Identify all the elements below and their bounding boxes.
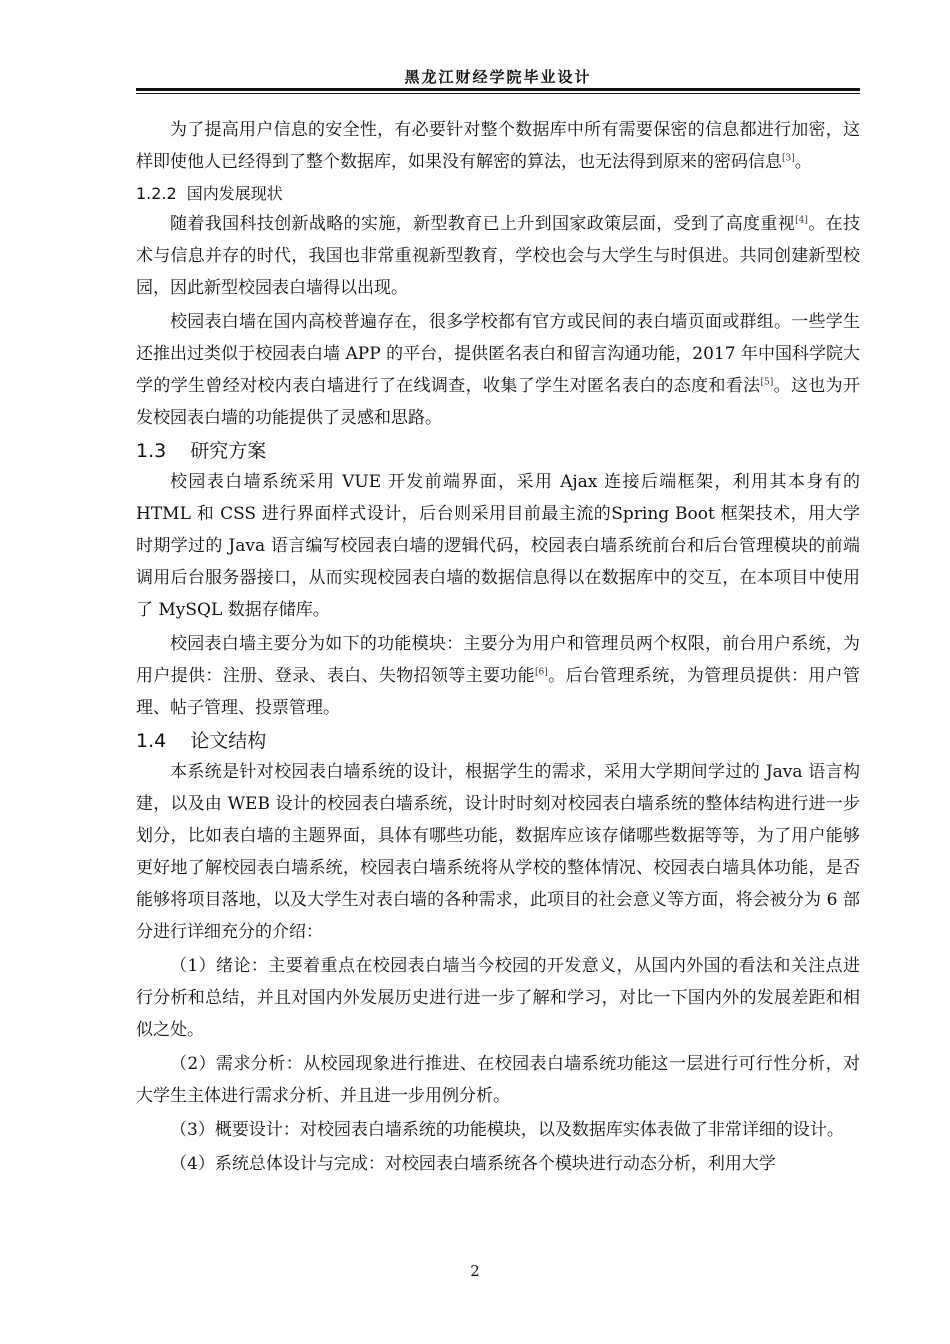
citation: [5] bbox=[760, 377, 774, 388]
section-number: 1.4 bbox=[136, 730, 167, 752]
section-heading bbox=[136, 726, 860, 756]
list-paragraph: （3）概要设计：对校园表白墙系统的功能模块，以及数据库实体表做了非常详细的设计。 bbox=[170, 1120, 844, 1140]
paragraph: 为了提高用户信息的安全性，有必要针对整个数据库中所有需要保密的信息都进行加密，这样即使他人已经得到了整个数据库，如果没有解密的算法，也无法得到原来的密码信息[3]。 bbox=[136, 120, 860, 172]
citation: [4] bbox=[795, 215, 808, 226]
page-number: 2 bbox=[470, 1262, 480, 1280]
list-paragraph: （4）系统总体设计与完成：对校园表白墙系统各个模块进行动态分析，利用大学 bbox=[170, 1154, 776, 1174]
paragraph: 校园表白墙在国内高校普遍存在，很多学校都有官方或民间的表白墙页面或群组。一些学生还推出过类似于校园表白墙 APP 的平台，提供匿名表白和留言沟通功能，2017 年中国科学院大学的学生曾经对校内表白墙进行了在线调查，收集了学生对匿名表白的态度和看法[5]。这也为开发校园表白墙的功能提供了灵感和思路。 bbox=[136, 312, 861, 428]
section-title: 研究方案 bbox=[190, 440, 267, 462]
section-title: 论文结构 bbox=[190, 730, 267, 752]
section-number: 1.2.2 bbox=[136, 184, 177, 203]
section-heading bbox=[136, 436, 860, 466]
section-number: 1.3 bbox=[136, 440, 167, 462]
paragraph: 校园表白墙系统采用 VUE 开发前端界面，采用 Ajax 连接后端框架，利用其本身有的 HTML 和 CSS 进行界面样式设计，后台则采用目前最主流的Spring Boot 框架技术，用大学时期学过的 Java 语言编写校园表白墙的逻辑代码，校园表白墙系统前台和后台管理模块的前端调用后台服务器接口，从而实现校园表白墙的数据信息得以在数据库中的交互，在本项目中使用了 MySQL 数据存储库。 bbox=[136, 472, 860, 620]
list-paragraph: （2）需求分析：从校园现象进行推进、在校园表白墙系统功能这一层进行可行性分析，对大学生主体进行需求分析、并且进一步用例分析。 bbox=[136, 1054, 860, 1106]
citation: [6] bbox=[535, 667, 548, 678]
list-paragraph: （1）绪论：主要着重点在校园表白墙当今校园的开发意义，从国内外国的看法和关注点进行分析和总结，并且对国内外发展历史进行进一步了解和学习，对比一下国内外的发展差距和相似之处。 bbox=[136, 956, 860, 1040]
header-rule-thick bbox=[136, 88, 860, 91]
header-rule-thin bbox=[136, 93, 860, 94]
paragraph: 本系统是针对校园表白墙系统的设计，根据学生的需求，采用大学期间学过的 Java 语言构建，以及由 WEB 设计的校园表白墙系统，设计时时刻对校园表白墙系统的整体结构进行进一步划分，比如表白墙的主题界面，具体有哪些功能，数据库应该存储哪些数据等等，为了用户能够更好地了解校园表白墙系统，校园表白墙系统将从学校的整体情况、校园表白墙具体功能，是否能够将项目落地，以及大学生对表白墙的各种需求，此项目的社会意义等方面，将会被分为 6 部分进行详细充分的介绍： bbox=[136, 762, 860, 942]
running-header: 黑龙江财经学院毕业设计 bbox=[404, 68, 592, 86]
paragraph: 校园表白墙主要分为如下的功能模块：主要分为用户和管理员两个权限，前台用户系统，为用户提供：注册、登录、表白、失物招领等主要功能[6]。后台管理系统，为管理员提供：用户管理、帖子管理、投票管理。 bbox=[136, 634, 861, 718]
section-title: 国内发展现状 bbox=[186, 184, 283, 203]
subsection-heading bbox=[136, 180, 860, 208]
body-content bbox=[136, 114, 860, 1182]
citation: [3] bbox=[782, 153, 795, 164]
paragraph: 随着我国科技创新战略的实施，新型教育已上升到国家政策层面，受到了高度重视[4]。在技术与信息并存的时代，我国也非常重视新型教育，学校也会与大学生与时俱进。共同创建新型校园，因此新型校园表白墙得以出现。 bbox=[136, 214, 861, 298]
